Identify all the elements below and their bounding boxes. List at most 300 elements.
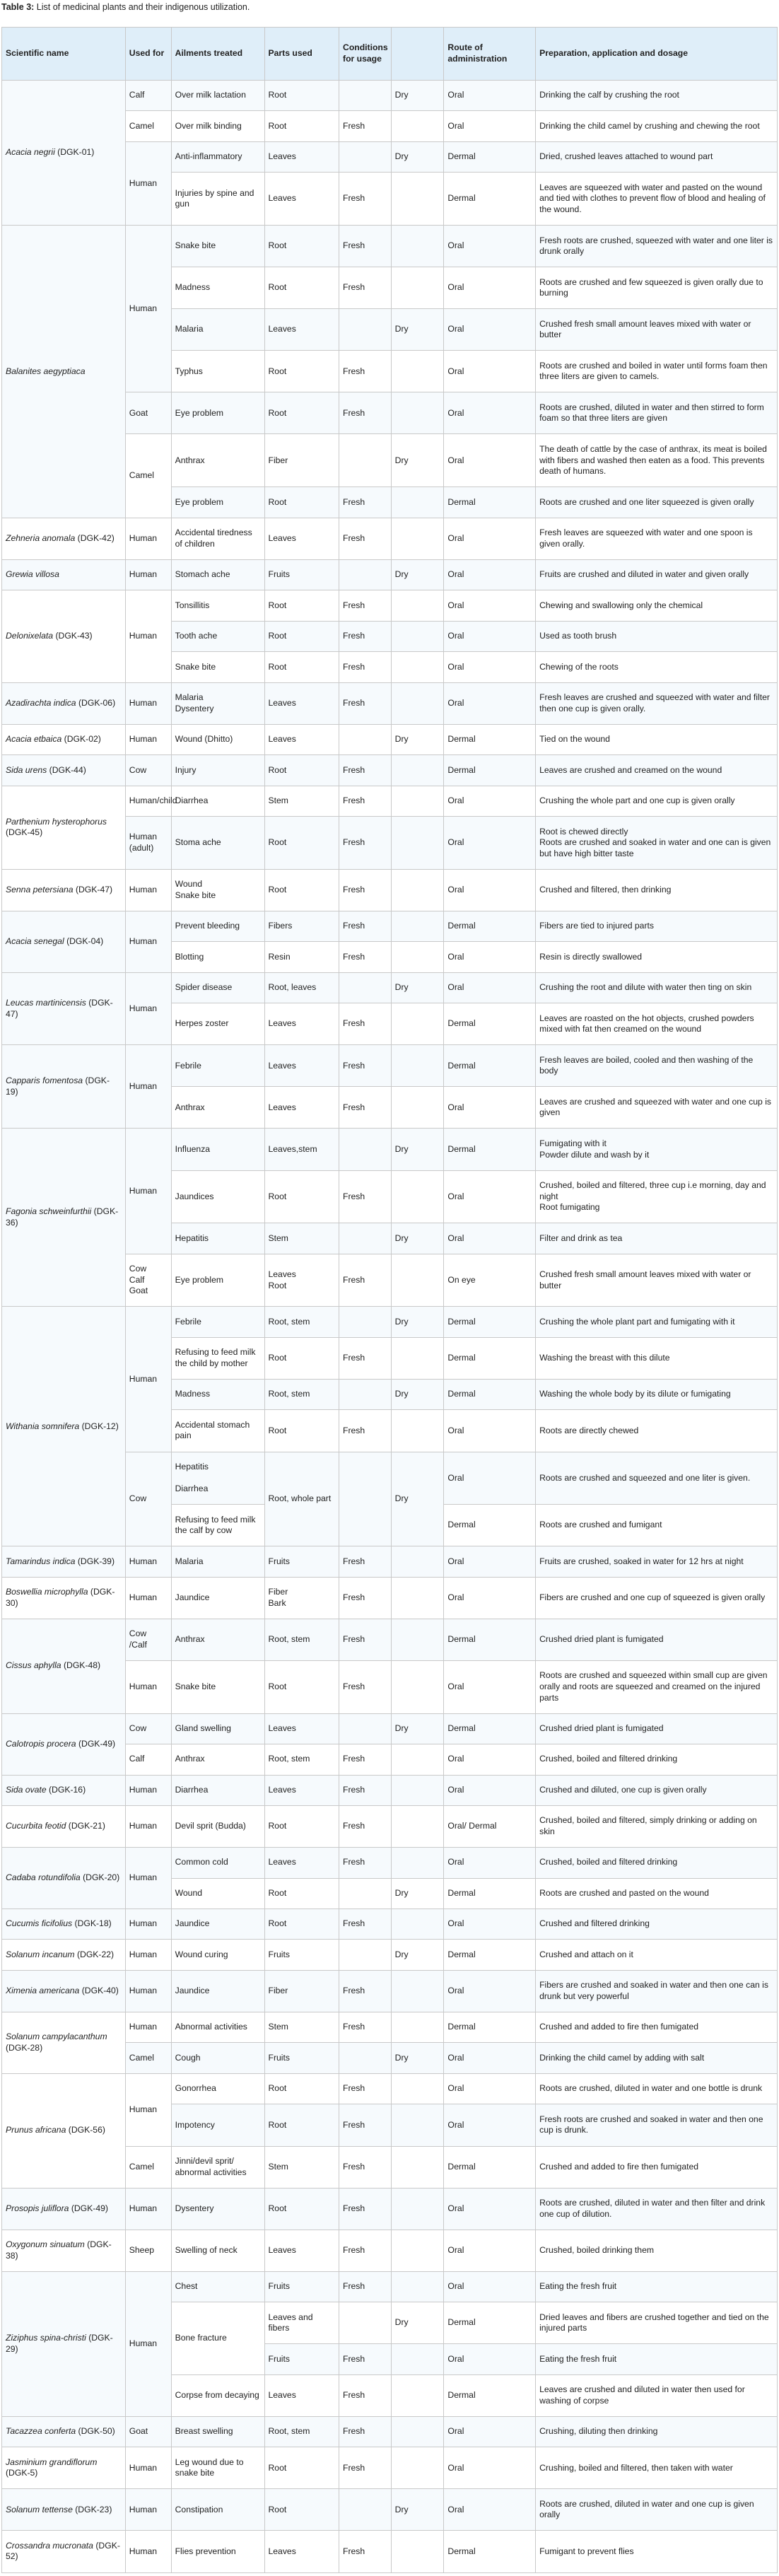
table-cell xyxy=(171,1045,264,1087)
cell-text: Over milk binding xyxy=(175,120,242,131)
table-cell xyxy=(444,1619,536,1660)
cell-text: Human xyxy=(129,532,158,543)
table-cell xyxy=(391,1379,444,1409)
table-cell xyxy=(264,1170,339,1223)
cell-text: Dermal xyxy=(447,1353,476,1363)
table-cell xyxy=(536,1045,778,1087)
table-cell xyxy=(264,434,339,487)
table-cell xyxy=(171,869,264,911)
cell-text: Dermal xyxy=(447,2317,476,2328)
cell-text: Capparis fomentosa xyxy=(6,1076,83,1086)
header-preparation: Preparation, application and dosage xyxy=(536,28,778,81)
table-cell xyxy=(171,1744,264,1775)
table-cell xyxy=(264,590,339,621)
cell-text: Solanum campylacanthum xyxy=(6,2032,107,2042)
voucher-code: (DGK-42) xyxy=(77,532,115,543)
table-cell xyxy=(391,2043,444,2073)
table-cell xyxy=(391,2531,444,2572)
cell-text: Oral xyxy=(447,1857,464,1867)
cell-text: Roots are crushed, diluted in water and one bottle is drunk xyxy=(539,2083,763,2094)
table-cell xyxy=(171,1713,264,1744)
scientific-name-cell xyxy=(2,972,126,1045)
scientific-name-cell xyxy=(2,518,126,559)
table-cell xyxy=(536,2302,778,2344)
scientific-name-cell xyxy=(2,911,126,972)
cell-text: Leaves xyxy=(268,532,296,543)
cell-text: Cow xyxy=(129,1723,147,1733)
table-cell xyxy=(264,2344,339,2374)
cell-text: Fruits are crushed and diluted in water and given orally xyxy=(539,569,749,580)
table-cell xyxy=(125,1848,171,1909)
table-cell xyxy=(125,2271,171,2416)
cell-text: Anthrax xyxy=(175,1102,205,1112)
cell-text: Fresh roots are crushed and soaked in water and then one cup is drunk. xyxy=(539,2114,763,2135)
scientific-name-cell xyxy=(2,1713,126,1775)
cell-text: Dry xyxy=(394,1389,409,1399)
table-cell xyxy=(264,652,339,682)
cell-text: Leaves xyxy=(268,1857,296,1867)
table-cell xyxy=(171,81,264,111)
cell-text: Crushing the root and dilute with water then ting on skin xyxy=(539,982,752,993)
scientific-name-cell xyxy=(2,1805,126,1847)
table-cell xyxy=(264,1577,339,1619)
voucher-code: (DGK-18) xyxy=(74,1918,112,1929)
cell-text: Oral xyxy=(447,661,464,672)
cell-text: Sheep xyxy=(129,2244,155,2255)
table-cell xyxy=(264,267,339,309)
table-row xyxy=(2,2416,778,2447)
cell-text: Dermal xyxy=(447,1949,476,1959)
cell-text: Devil sprit (Budda) xyxy=(175,1821,246,1831)
cell-text: Oral xyxy=(447,1425,464,1435)
table-cell xyxy=(264,1452,339,1546)
table-cell xyxy=(125,1129,171,1254)
table-cell xyxy=(391,2447,444,2489)
voucher-code: (DGK-20) xyxy=(83,1872,120,1883)
cell-text: Dermal xyxy=(447,1887,476,1898)
table-cell xyxy=(339,111,392,141)
table-cell xyxy=(264,2416,339,2447)
cell-text: Root xyxy=(268,2083,287,2094)
table-cell xyxy=(264,2230,339,2271)
table-cell xyxy=(444,1379,536,1409)
cell-text: Oral xyxy=(447,2353,464,2364)
cell-text: Human xyxy=(129,631,158,641)
voucher-code: (DGK-36) xyxy=(6,1206,119,1228)
cell-text: Calf xyxy=(129,1754,145,1764)
table-cell xyxy=(391,2374,444,2416)
cell-text: Azadirachta indica xyxy=(6,697,76,708)
table-cell xyxy=(536,434,778,487)
table-cell xyxy=(444,2447,536,2489)
cell-text: Fresh xyxy=(343,1060,365,1071)
cell-text: Human xyxy=(129,2462,158,2473)
table-cell xyxy=(171,972,264,1003)
cell-text: Leaves xyxy=(268,324,296,334)
cell-text: Resin is directly swallowed xyxy=(539,951,643,962)
cell-text: Human xyxy=(129,885,158,894)
cell-text: Injuries by spine and gun xyxy=(175,187,254,209)
cell-text: Dermal xyxy=(447,1018,476,1029)
cell-text: Crossandra mucronata xyxy=(6,2540,93,2551)
cell-text: Oral xyxy=(447,120,464,131)
table-cell xyxy=(391,1452,444,1546)
cell-text: Roots are crushed, diluted in water and then stirred to form foam so that three liters are given xyxy=(539,402,764,424)
voucher-code: (DGK-23) xyxy=(75,2504,112,2514)
cell-text: Fresh xyxy=(343,240,365,251)
table-row xyxy=(2,1713,778,1744)
table-cell xyxy=(391,1744,444,1775)
cell-text: Human xyxy=(129,1949,158,1959)
table-cell xyxy=(264,724,339,754)
table-cell xyxy=(264,1223,339,1254)
table-cell xyxy=(444,1505,536,1546)
cell-text: Fresh xyxy=(343,1821,365,1831)
table-cell xyxy=(339,1909,392,1940)
table-cell xyxy=(171,590,264,621)
table-cell xyxy=(391,487,444,518)
voucher-code: (DGK-19) xyxy=(6,1076,110,1097)
voucher-code: (DGK-48) xyxy=(63,1660,101,1671)
cell-text: Fresh roots are crushed, squeezed with water and one liter is drunk orally xyxy=(539,235,773,257)
table-cell xyxy=(339,267,392,309)
table-cell xyxy=(125,1307,171,1452)
cell-text: Fresh xyxy=(343,2083,365,2094)
cell-text: Roots are crushed and fumigant xyxy=(539,1520,662,1530)
cell-text: Root xyxy=(268,1191,287,1201)
cell-text: Dermal xyxy=(447,151,476,162)
table-row xyxy=(2,1546,778,1577)
cell-text: Zehneria anomala xyxy=(6,532,76,543)
cell-text: Diarrhea xyxy=(175,795,209,806)
cell-text: Oral xyxy=(447,837,464,848)
cell-text: Roots are crushed, diluted in water and one cup is given orally xyxy=(539,2498,754,2520)
cell-text: Oral xyxy=(447,282,464,293)
table-cell xyxy=(536,1619,778,1660)
cell-text: Fumigant to prevent flies xyxy=(539,2546,634,2556)
cell-text: Flies prevention xyxy=(175,2546,236,2556)
table-cell xyxy=(444,1337,536,1379)
cell-text: Leaves are crushed and diluted in water then used for washing of corpse xyxy=(539,2384,745,2406)
cell-text: Fresh xyxy=(343,1556,365,1566)
cell-text: Oral xyxy=(447,1191,464,1201)
cell-text: Human xyxy=(129,2104,158,2114)
cell-text: Dermal xyxy=(447,2022,476,2032)
table-cell xyxy=(391,392,444,434)
table-cell xyxy=(264,1546,339,1577)
table-cell xyxy=(171,2374,264,2416)
cell-text: Oral xyxy=(447,2052,464,2063)
table-cell xyxy=(391,1713,444,1744)
cell-text: Breast swelling xyxy=(175,2426,233,2437)
voucher-code: (DGK-56) xyxy=(68,2125,105,2135)
table-cell xyxy=(339,1337,392,1379)
cell-text: Dry xyxy=(394,2317,409,2328)
table-cell xyxy=(264,226,339,267)
table-cell xyxy=(391,2489,444,2531)
table-cell xyxy=(171,786,264,816)
table-cell xyxy=(391,267,444,309)
table-cell xyxy=(339,1087,392,1129)
table-cell xyxy=(125,2416,171,2447)
table-cell xyxy=(125,226,171,392)
table-cell xyxy=(125,1775,171,1805)
cell-text: Oral xyxy=(447,1681,464,1691)
table-row xyxy=(2,2447,778,2489)
cell-text: Root xyxy=(268,1681,287,1691)
table-cell xyxy=(264,942,339,972)
cell-text: Oral xyxy=(447,455,464,465)
cell-text: Roots are directly chewed xyxy=(539,1425,639,1435)
table-cell xyxy=(339,1546,392,1577)
table-cell xyxy=(171,2271,264,2302)
cell-text: Root xyxy=(268,837,287,848)
table-row xyxy=(2,1909,778,1940)
table-cell xyxy=(125,81,171,111)
cell-text: Oxygonum sinuatum xyxy=(6,2239,85,2250)
cell-text: Fresh xyxy=(343,1784,365,1795)
cell-text: Fresh xyxy=(343,2119,365,2130)
table-cell xyxy=(536,2271,778,2302)
cell-text: Oral xyxy=(447,1592,464,1602)
cell-text: Fresh xyxy=(343,1425,365,1435)
cell-text: Chewing of the roots xyxy=(539,661,619,672)
table-cell xyxy=(264,1619,339,1660)
table-cell xyxy=(125,1452,171,1546)
cell-text: Cadaba rotundifolia xyxy=(6,1872,81,1883)
table-cell xyxy=(444,972,536,1003)
cell-text: Cough xyxy=(175,2052,201,2063)
table-cell xyxy=(171,1379,264,1409)
table-cell xyxy=(125,141,171,225)
cell-text: Oral xyxy=(447,2504,464,2514)
cell-text: Dry xyxy=(394,151,409,162)
scientific-name-cell xyxy=(2,869,126,911)
table-cell xyxy=(264,682,339,724)
cell-text: Oral xyxy=(447,240,464,251)
table-cell xyxy=(171,1805,264,1847)
cell-text: Fresh xyxy=(343,1857,365,1867)
cell-text: Acacia negrii xyxy=(6,147,55,158)
cell-text: Dry xyxy=(394,1316,409,1327)
header-conditions: Conditions for usage xyxy=(339,28,392,81)
table-cell xyxy=(125,2146,171,2188)
cell-text: Wound xyxy=(175,1887,203,1898)
table-cell xyxy=(536,267,778,309)
table-cell xyxy=(264,1337,339,1379)
table-cell xyxy=(264,1660,339,1713)
header-scientific-name: Scientific name xyxy=(2,28,126,81)
table-cell xyxy=(536,682,778,724)
table-cell xyxy=(264,1379,339,1409)
table-cell xyxy=(125,911,171,972)
table-cell xyxy=(339,392,392,434)
cell-text: Root xyxy=(268,120,287,131)
cell-text: Malaria xyxy=(175,324,204,334)
cell-text: Crushed fresh small amount leaves mixed with water or butter xyxy=(539,1269,751,1290)
cell-text: Diarrhea xyxy=(175,1784,209,1795)
cell-text: Human (adult) xyxy=(129,832,158,853)
cell-text: Oral xyxy=(447,532,464,543)
cell-text: Fresh xyxy=(343,631,365,641)
cell-text: Fresh xyxy=(343,795,365,806)
voucher-code: (DGK-16) xyxy=(48,1784,86,1795)
table-cell xyxy=(171,2302,264,2375)
cell-text: Fresh xyxy=(343,697,365,708)
table-cell xyxy=(125,1045,171,1129)
table-cell xyxy=(391,1337,444,1379)
cell-text: Dermal xyxy=(447,921,476,931)
table-cell xyxy=(339,1805,392,1847)
cell-text: Snake bite xyxy=(175,240,216,251)
table-cell xyxy=(264,1410,339,1452)
table-cell xyxy=(391,1223,444,1254)
table-cell xyxy=(391,652,444,682)
table-cell xyxy=(339,1170,392,1223)
table-cell xyxy=(339,911,392,941)
table-cell xyxy=(171,173,264,226)
table-cell xyxy=(171,1003,264,1045)
table-cell xyxy=(444,2344,536,2374)
cell-text: Leaves xyxy=(268,697,296,708)
cell-text: Oral xyxy=(447,2083,464,2094)
table-cell xyxy=(536,2374,778,2416)
table-cell xyxy=(444,1909,536,1940)
table-cell xyxy=(444,1805,536,1847)
cell-text: Root xyxy=(268,1353,287,1363)
voucher-code: (DGK-28) xyxy=(6,2042,43,2053)
cell-text: Human xyxy=(129,1986,158,1996)
cell-text: Leucas martinicensis xyxy=(6,997,86,1008)
cell-text: Hepatitis Diarrhea xyxy=(175,1461,209,1494)
cell-text: Leaves are roasted on the hot objects, crushed powders mixed with fat then creamed on the wound xyxy=(539,1013,754,1035)
cell-text: Washing the whole body by its dilute or fumigating xyxy=(539,1389,731,1399)
cell-text: Hepatitis xyxy=(175,1232,209,1243)
table-cell xyxy=(125,1970,171,2012)
table-row xyxy=(2,2188,778,2230)
table-row xyxy=(2,226,778,267)
cell-text: Madness xyxy=(175,1389,211,1399)
table-cell xyxy=(536,1744,778,1775)
voucher-code: (DGK-49) xyxy=(71,2203,108,2213)
cell-text: Root xyxy=(268,885,287,894)
cell-text: Eye problem xyxy=(175,407,224,418)
table-cell xyxy=(391,226,444,267)
table-cell xyxy=(339,1619,392,1660)
table-cell xyxy=(339,1003,392,1045)
cell-text: Prosopis juliflora xyxy=(6,2203,69,2213)
table-cell xyxy=(444,1744,536,1775)
cell-text: Fresh xyxy=(343,2462,365,2473)
table-cell xyxy=(264,1848,339,1878)
table-cell xyxy=(444,2012,536,2043)
table-cell xyxy=(391,518,444,559)
voucher-code: (DGK-43) xyxy=(55,631,93,641)
table-row xyxy=(2,972,778,1003)
cell-text: Blotting xyxy=(175,951,204,962)
cell-text: Snake bite xyxy=(175,1681,216,1691)
voucher-code: (DGK-21) xyxy=(68,1821,105,1831)
cell-text: Cow xyxy=(129,764,147,775)
cell-text: Human xyxy=(129,1003,158,1013)
table-cell xyxy=(264,1045,339,1087)
table-cell xyxy=(264,786,339,816)
table-cell xyxy=(171,2104,264,2146)
table-cell xyxy=(339,559,392,590)
cell-text: Wound Snake bite xyxy=(175,879,216,900)
table-cell xyxy=(171,2416,264,2447)
cell-text: Dry xyxy=(394,734,409,745)
cell-text: Fresh xyxy=(343,951,365,962)
table-cell xyxy=(444,1452,536,1505)
cell-text: Madness xyxy=(175,282,211,293)
table-cell xyxy=(391,1003,444,1045)
table-cell xyxy=(536,518,778,559)
cell-text: Snake bite xyxy=(175,661,216,672)
table-cell xyxy=(536,111,778,141)
table-cell xyxy=(264,1129,339,1170)
table-cell xyxy=(339,2416,392,2447)
table-cell xyxy=(444,2104,536,2146)
cell-text: Fresh xyxy=(343,2022,365,2032)
table-cell xyxy=(171,942,264,972)
cell-text: Fresh xyxy=(343,1102,365,1112)
table-cell xyxy=(536,652,778,682)
cell-text: Oral xyxy=(447,982,464,993)
cell-text: Human xyxy=(129,2203,158,2213)
table-cell xyxy=(536,1505,778,1546)
cell-text: Anthrax xyxy=(175,1754,205,1764)
voucher-code: (DGK-47) xyxy=(6,997,113,1019)
cell-text: Fresh leaves are crushed and squeezed with water and filter then one cup is given orally. xyxy=(539,692,770,713)
scientific-name-cell xyxy=(2,2271,126,2416)
table-cell xyxy=(444,434,536,487)
cell-text: Fresh leaves are squeezed with water and one spoon is given orally. xyxy=(539,528,753,549)
voucher-code: (DGK-06) xyxy=(78,697,116,708)
cell-text: Human xyxy=(129,2504,158,2514)
table-cell xyxy=(444,2043,536,2073)
table-cell xyxy=(171,911,264,941)
table-cell xyxy=(125,2230,171,2271)
cell-text: Root xyxy=(268,1425,287,1435)
table-cell xyxy=(171,1848,264,1878)
table-cell xyxy=(536,755,778,786)
cell-text: Fresh xyxy=(343,661,365,672)
table-cell xyxy=(444,1254,536,1307)
cell-text: Tied on the wound xyxy=(539,734,610,745)
table-cell xyxy=(264,392,339,434)
table-cell xyxy=(391,1546,444,1577)
cell-text: Parthenium hysterophorus xyxy=(6,816,107,827)
cell-text: Fresh xyxy=(343,1353,365,1363)
table-cell xyxy=(171,1307,264,1337)
table-cell xyxy=(391,942,444,972)
table-cell xyxy=(444,1970,536,2012)
table-cell xyxy=(339,1713,392,1744)
table-cell xyxy=(171,518,264,559)
cell-text: Cow xyxy=(129,1493,147,1504)
table-cell xyxy=(444,1577,536,1619)
cell-text: Drinking the calf by crushing the root xyxy=(539,90,679,100)
table-cell xyxy=(264,309,339,351)
cell-text: Fruits xyxy=(268,2353,290,2364)
cell-text: Leaves xyxy=(268,2546,296,2556)
cell-text: Crushed dried plant is fumigated xyxy=(539,1634,664,1645)
table-cell xyxy=(264,487,339,518)
table-cell xyxy=(536,1087,778,1129)
table-cell xyxy=(339,1878,392,1908)
cell-text: Oral xyxy=(447,1784,464,1795)
